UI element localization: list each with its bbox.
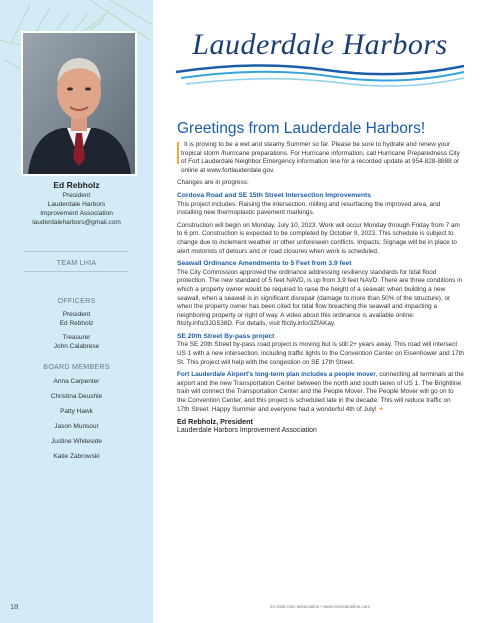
accent-bar [177,142,179,164]
team-label: TEAM LHIA [56,258,97,267]
paragraph-text: , connecting all terminals at the airport and the new Transportation Center between the north and south lanes of US 1. The Brightline train will connect the Transportation Center and the People Mover. The People Mover will go on to the Convention Center, and this project is scheduled late in the decade. This will reduce traffic on 17th Street. Happy Summer and everyone had a wonderful 4th of July! [177,371,464,413]
email-link[interactable]: lauderdaleharbors@gmail.com [32,219,121,226]
board-member: Justine Whiteside [51,438,102,445]
section-paragraph: This project includes: Raising the intersection, milling and resurfacing the improved area, and installing new thermoplastic pavement markings. [177,200,441,217]
wave-swoosh-logo [176,58,464,98]
article-body [177,141,464,439]
officer-entry [0,333,153,351]
board-member: Jason Munsour [54,423,99,430]
greeting-heading: Greetings from Lauderdale Harbors! [177,120,426,137]
sidebar [0,0,153,623]
section-heading: Seawall Ordinance Amendments to 5 Feet from 3.9 feet [177,260,352,268]
org-line-2: Improvement Association [40,210,113,217]
board-member: Anna Carpenter [53,378,100,385]
section-paragraph: Construction will begin on Monday, July 10, 2023. Work will occur Monday through Friday from 7 am to 6 pm. Construction is expected to be completed by October 9, 2023. This schedule is subject to change due to inclement weather or other unforeseen conflicts. Impacts: Signage will be in place to alert motorists of detours and or road closures when work is scheduled. [177,221,460,255]
section-paragraph: The SE 20th Street by-pass road project is moving but is still 2+ years away. This road will intersect US 1 with a new intersection, including traffic lights to the Convention Center on Eisenhower and 17th St. This project will help with the congestion on SE 17th Street. [177,341,464,366]
board-member: Katie Zabrowski [53,453,100,460]
officers-heading: OFFICERS [57,296,96,305]
page-number: 18 [10,602,19,611]
divider [24,251,128,252]
portrait-image [23,33,135,174]
inline-heading: Fort Lauderdale Airport's long-term plan includes a people mover [177,371,376,379]
officer-role: Treasurer [62,334,91,341]
intro-paragraph [177,141,464,175]
president-name: Ed Rebholz [53,180,100,190]
changes-line: Changes are in progress: [177,179,249,187]
section-heading: SE 20th Street By-pass project [177,332,275,340]
footer-text: rio vista civic association • www.riovistaonline.com [269,604,371,609]
officer-name: Ed Rebholz [59,320,94,327]
officer-entry [0,310,153,328]
intro-text: It is proving to be a wet and steamy Summer so far. Please be sure to hydrate and renew your tropical storm /hurricane preparations. For Hurricane information, call Hurricane Preparedness City of Fort Lauderdale Neighbor Emergency information line for a recorded update at 954-828-8888 or online at www.fortlauderdale.gov. [181,141,460,174]
board-heading: BOARD MEMBERS [43,362,110,371]
section-heading: Cordova Road and SE 15th Street Intersection Improvements [177,191,371,199]
signature-org: Lauderdale Harbors Improvement Association [177,426,317,434]
sparkle-icon: ✦ [378,405,384,413]
signature-name: Ed Rebholz, President [177,417,253,427]
section-paragraph [177,371,464,414]
board-member: Christina Deushle [50,393,103,400]
president-affiliation [0,191,153,227]
board-member: Patty Hawk [60,408,93,415]
divider [24,271,128,272]
officer-name: John Calabrese [53,343,100,350]
officer-role: President [62,311,91,318]
logo-title: Lauderdale Harbors [192,28,448,61]
president-title: President [62,192,91,199]
president-photo [21,31,137,176]
section-paragraph: The City Commission approved the ordinance addressing resiliency standards for tidal flood protection. The new standard of 5 feet NAVD, is up from 3.9 feet NAVD. There are three conditions in which a property owner would be required to raise the height of a seawall: when building a new seawall, when a seawall is in significant disrepair (damage to more than 50% of the structure), or when the property owner has been cited for tidal flow breaching the seawall and impacting a neighboring property or right of way. A video about this ordinance is available online: ftlcity.info/3JG538D. For details, visit ftlcity.info/3ZfAKay. [177,268,463,328]
org-line-1: Lauderdale Harbors [47,201,106,208]
